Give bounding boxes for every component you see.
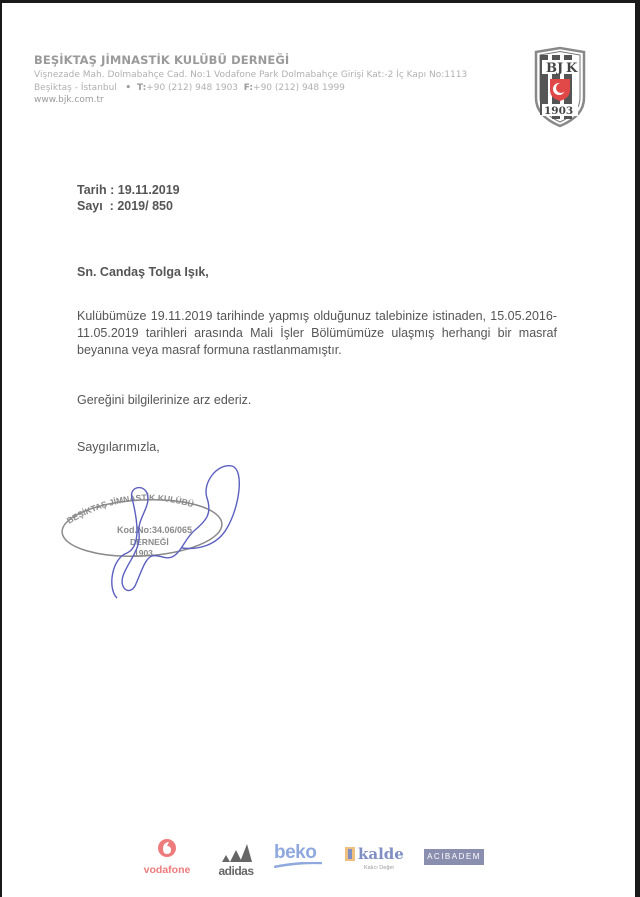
stamp-year: 1903: [134, 548, 153, 558]
number-value: 2019/ 850: [117, 199, 173, 213]
number-line: [77, 199, 173, 213]
phone-label: T:: [136, 83, 147, 93]
adidas-logo-icon: [220, 842, 252, 862]
sponsor-vodafone: vodafone: [142, 838, 192, 876]
fax-label: F:: [243, 83, 254, 93]
number-label: Sayı :: [77, 199, 114, 213]
organization-name: BEŞİKTAŞ JİMNASTİK KULÜBÜ DERNEĞİ: [34, 53, 290, 67]
body-line: beyanına veya masraf formuna rastlanmamıştır.: [77, 343, 342, 357]
stamp-arc-text: BEŞİKTAŞ JİMNASTİK KULÜBÜ: [65, 492, 195, 526]
sponsor-kalde: kalde Kalıcı Değer: [344, 845, 404, 864]
vodafone-logo-icon: [157, 838, 177, 858]
svg-text:J: J: [557, 61, 564, 76]
body-paragraph: [77, 308, 557, 359]
body-line: Kulübümüze 19.11.2019 tarihinde yapmış olduğunuz talebinize istinaden, 15.05.2016-: [77, 309, 557, 323]
phone: +90 (212) 948 1903: [146, 83, 239, 93]
website-link[interactable]: www.bjk.com.tr: [34, 95, 104, 105]
kalde-logo-icon: [344, 845, 358, 863]
bullet: •: [125, 83, 132, 93]
sponsor-beko: beko: [274, 842, 322, 868]
date-value: 19.11.2019: [117, 183, 180, 197]
bjk-crest-icon: [532, 46, 588, 128]
svg-text:1903: 1903: [544, 105, 574, 117]
city: Beşiktaş - İstanbul: [34, 83, 117, 93]
sponsor-adidas: adidas: [214, 842, 258, 878]
sponsor-logos: [142, 838, 502, 878]
svg-text:BEŞİKTAŞ JİMNASTİK KULÜBÜ: [65, 492, 195, 525]
greeting: Sn. Candaş Tolga Işık,: [77, 265, 209, 279]
sponsor-acibadem: ACIBADEM: [424, 849, 484, 865]
letter-page: [2, 3, 635, 897]
date-line: [77, 183, 180, 197]
stamp-name: DERNEĞİ: [130, 537, 169, 547]
address-line: Vişnezade Mah. Dolmabahçe Cad. No:1 Vodafone Park Dolmabahçe Girişi Kat:-2 İç Kapı No:1113: [34, 70, 468, 80]
svg-text:B: B: [546, 61, 557, 76]
closing-line: Gereğini bilgilerinize arz ederiz.: [77, 393, 252, 407]
stamp-code: Kod.No:34.06/065: [117, 525, 193, 535]
contact-line: [34, 83, 345, 93]
body-line: 11.05.2019 tarihleri arasında Mali İşler Bölümümüze ulaşmış herhangi bir masraf: [77, 326, 557, 340]
stamp-and-signature: [57, 458, 247, 608]
date-label: Tarih :: [77, 183, 115, 197]
svg-text:K: K: [566, 61, 578, 76]
sign-off: Saygılarımızla,: [77, 440, 160, 454]
fax: +90 (212) 948 1999: [253, 83, 345, 93]
